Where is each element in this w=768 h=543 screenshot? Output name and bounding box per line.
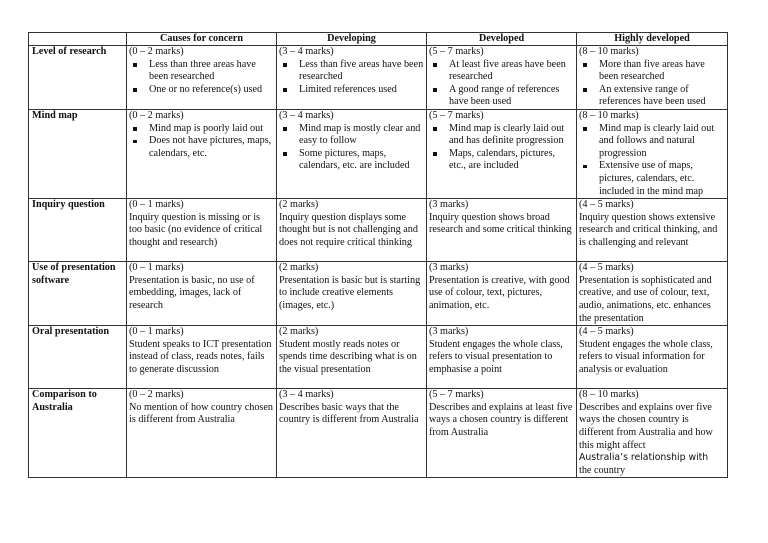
descriptor-end: the country (579, 464, 626, 476)
cell-highly-developed (577, 262, 728, 326)
row-oral-presentation (29, 326, 728, 389)
marks: (3 marks) (429, 326, 469, 338)
marks: (5 – 7 marks) (429, 46, 484, 57)
marks: (3 marks) (429, 199, 469, 211)
header-causes-for-concern: Causes for concern (127, 33, 277, 46)
row-label: Mind map (29, 110, 127, 199)
header-developing: Developing (277, 33, 427, 46)
marks: (0 – 2 marks) (129, 389, 184, 401)
descriptor: Presentation is basic, no use of embedding, images, lack of research (129, 274, 255, 311)
marks: (3 – 4 marks) (279, 389, 334, 401)
bullet-item: Maps, calendars, pictures, etc., are included (429, 148, 574, 173)
marks: (3 marks) (429, 262, 469, 274)
assessment-rubric-table (28, 32, 728, 478)
bullet-list (429, 123, 574, 173)
marks: (0 – 1 marks) (129, 326, 184, 338)
bullet-item: Mind map is mostly clear and easy to follow (279, 123, 424, 148)
bullet-list (429, 59, 574, 109)
cell-causes-for-concern (127, 199, 277, 262)
descriptor: Presentation is sophisticated and creative, and use of colour, text, audio, animations, etc. enhances the presentation (579, 274, 712, 324)
header-row (29, 33, 728, 46)
marks: (4 – 5 marks) (579, 326, 634, 338)
cell-developing (277, 262, 427, 326)
descriptor: Inquiry question displays some thought but is not challenging and does not require critical thinking (279, 211, 418, 248)
cell-highly-developed (577, 389, 728, 478)
marks: (4 – 5 marks) (579, 262, 634, 274)
cell-developed (427, 389, 577, 478)
bullet-item: An extensive range of references have been used (579, 84, 725, 109)
cell-developed (427, 46, 577, 110)
cell-causes-for-concern (127, 46, 277, 110)
bullet-item: Extensive use of maps, pictures, calendars, etc. included in the mind map (579, 160, 725, 198)
cell-causes-for-concern (127, 326, 277, 389)
row-inquiry-question (29, 199, 728, 262)
marks: (8 – 10 marks) (579, 46, 639, 57)
bullet-item: Less than three areas have been researched (129, 59, 274, 84)
cell-highly-developed (577, 326, 728, 389)
descriptor: Describes and explains over five ways the chosen country is different from Australia and how this might affect (579, 401, 713, 451)
cell-causes-for-concern (127, 389, 277, 478)
descriptor: Student speaks to ICT presentation instead of class, reads notes, fails to generate discussion (129, 338, 272, 375)
descriptor: Describes and explains at least five ways a chosen country is different from Australia (429, 401, 573, 438)
descriptor: No mention of how country chosen is different from Australia (129, 401, 274, 426)
cell-developing (277, 199, 427, 262)
header-developed: Developed (427, 33, 577, 46)
descriptor-continued: Australia’s relationship with (579, 452, 709, 464)
marks: (0 – 1 marks) (129, 199, 184, 211)
descriptor: Inquiry question shows extensive research and critical thinking, and is challenging and relevant (579, 211, 718, 248)
bullet-list (279, 59, 424, 97)
descriptor: Student mostly reads notes or spends time describing what is on the visual presentation (279, 338, 417, 375)
bullet-item: Limited references used (279, 84, 424, 97)
marks: (8 – 10 marks) (579, 389, 639, 401)
bullet-item: Less than five areas have been researched (279, 59, 424, 84)
header-corner (29, 33, 127, 46)
cell-developed (427, 110, 577, 199)
bullet-list (579, 123, 725, 199)
bullet-list (579, 59, 725, 109)
marks: (3 – 4 marks) (279, 110, 334, 121)
row-mind-map (29, 110, 728, 199)
cell-highly-developed (577, 199, 728, 262)
descriptor: Presentation is basic but is starting to include creative elements (images, etc.) (279, 274, 421, 311)
bullet-item: Mind map is clearly laid out and follows and natural progression (579, 123, 725, 161)
marks: (0 – 2 marks) (129, 46, 184, 57)
descriptor: Describes basic ways that the country is different from Australia (279, 401, 419, 426)
header-highly-developed: Highly developed (577, 33, 728, 46)
bullet-item: One or no reference(s) used (129, 84, 274, 97)
bullet-list (279, 123, 424, 173)
descriptor: Inquiry question shows broad research and some critical thinking (429, 211, 572, 236)
marks: (4 – 5 marks) (579, 199, 634, 211)
cell-highly-developed (577, 110, 728, 199)
cell-developed (427, 262, 577, 326)
marks: (5 – 7 marks) (429, 389, 484, 401)
bullet-item: Mind map is clearly laid out and has definite progression (429, 123, 574, 148)
bullet-item: A good range of references have been used (429, 84, 574, 109)
bullet-list (129, 59, 274, 97)
row-label: Comparison to Australia (29, 389, 127, 478)
cell-developing (277, 46, 427, 110)
cell-developed (427, 199, 577, 262)
descriptor: Presentation is creative, with good use of colour, text, pictures, animation, etc. (429, 274, 570, 311)
marks: (8 – 10 marks) (579, 110, 639, 121)
descriptor: Inquiry question is missing or is too basic (no evidence of critical thought and research) (129, 211, 263, 248)
marks: (0 – 1 marks) (129, 262, 184, 274)
marks: (2 marks) (279, 262, 319, 274)
cell-causes-for-concern (127, 262, 277, 326)
row-use-of-presentation-software (29, 262, 728, 326)
bullet-item: Does not have pictures, maps, calendars, etc. (129, 135, 274, 160)
cell-developing (277, 389, 427, 478)
bullet-item: More than five areas have been researched (579, 59, 725, 84)
bullet-list (129, 123, 274, 161)
marks: (2 marks) (279, 326, 319, 338)
marks: (5 – 7 marks) (429, 110, 484, 121)
row-label: Use of presentation software (29, 262, 127, 326)
descriptor: Student engages the whole class, refers to visual presentation to emphasise a point (429, 338, 563, 375)
bullet-item: At least five areas have been researched (429, 59, 574, 84)
row-comparison-to-australia (29, 389, 728, 478)
row-label: Level of research (29, 46, 127, 110)
marks: (2 marks) (279, 199, 319, 211)
bullet-item: Some pictures, maps, calendars, etc. are included (279, 148, 424, 173)
row-level-of-research (29, 46, 728, 110)
cell-developing (277, 110, 427, 199)
row-label: Oral presentation (29, 326, 127, 389)
marks: (0 – 2 marks) (129, 110, 184, 121)
bullet-item: Mind map is poorly laid out (129, 123, 274, 136)
cell-causes-for-concern (127, 110, 277, 199)
cell-developing (277, 326, 427, 389)
descriptor: Student engages the whole class, refers to visual information for analysis or evaluation (579, 338, 713, 375)
cell-developed (427, 326, 577, 389)
marks: (3 – 4 marks) (279, 46, 334, 57)
row-label: Inquiry question (29, 199, 127, 262)
cell-highly-developed (577, 46, 728, 110)
